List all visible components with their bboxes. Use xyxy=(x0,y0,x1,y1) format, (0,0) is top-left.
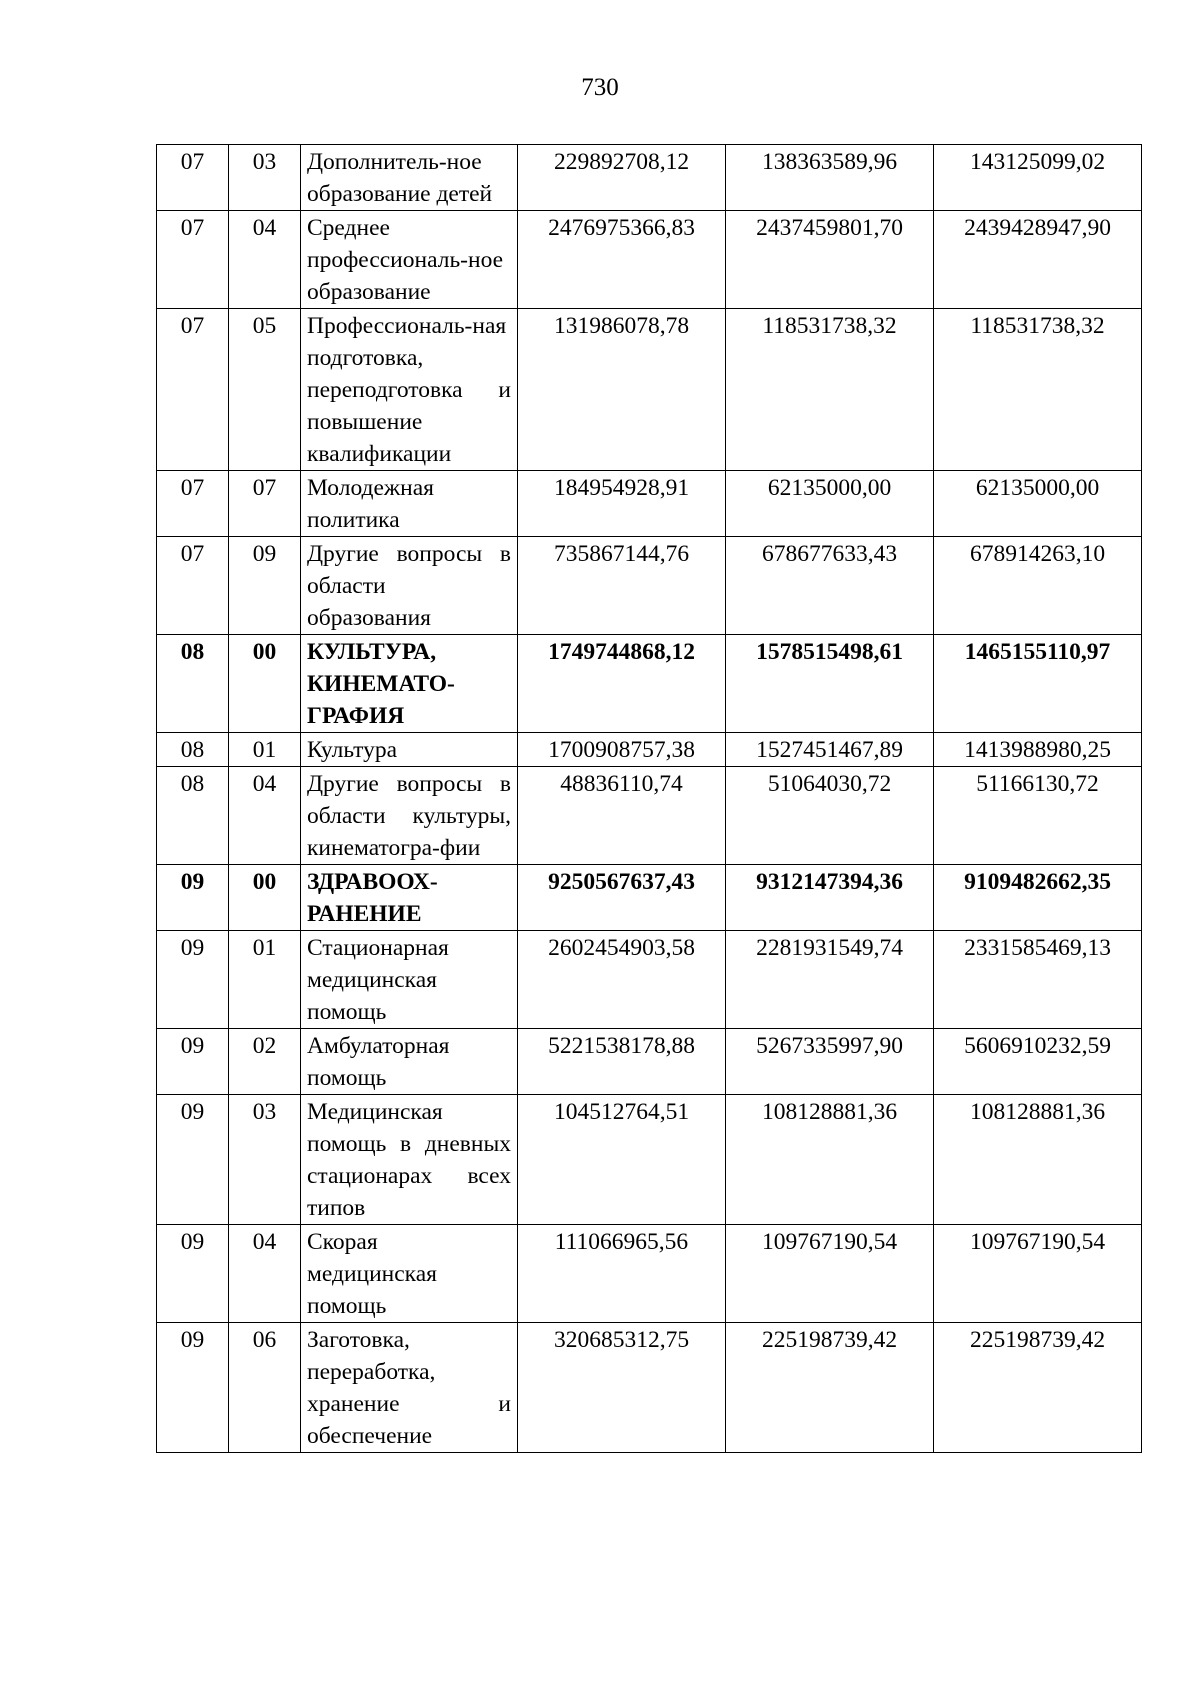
subsection-code: 03 xyxy=(229,1095,301,1225)
subsection-code: 02 xyxy=(229,1029,301,1095)
amount-2: 225198739,42 xyxy=(726,1323,934,1453)
amount-3: 678914263,10 xyxy=(934,537,1142,635)
amount-3: 2331585469,13 xyxy=(934,931,1142,1029)
subsection-code: 04 xyxy=(229,767,301,865)
subsection-code: 05 xyxy=(229,309,301,471)
item-name: Культура xyxy=(301,733,518,767)
section-code: 09 xyxy=(157,1029,229,1095)
table-row xyxy=(157,733,1142,767)
amount-2: 2437459801,70 xyxy=(726,211,934,309)
section-code: 09 xyxy=(157,931,229,1029)
subsection-code: 06 xyxy=(229,1323,301,1453)
section-code: 07 xyxy=(157,145,229,211)
item-name: Стационарная медицинская помощь xyxy=(301,931,518,1029)
amount-3: 225198739,42 xyxy=(934,1323,1142,1453)
table-row xyxy=(157,635,1142,733)
amount-1: 2602454903,58 xyxy=(518,931,726,1029)
amount-1: 735867144,76 xyxy=(518,537,726,635)
amount-2: 118531738,32 xyxy=(726,309,934,471)
table-row xyxy=(157,471,1142,537)
section-code: 07 xyxy=(157,211,229,309)
amount-2: 62135000,00 xyxy=(726,471,934,537)
subsection-code: 00 xyxy=(229,635,301,733)
subsection-code: 03 xyxy=(229,145,301,211)
table-row xyxy=(157,211,1142,309)
amount-2: 678677633,43 xyxy=(726,537,934,635)
section-code: 09 xyxy=(157,865,229,931)
amount-1: 111066965,56 xyxy=(518,1225,726,1323)
subsection-code: 04 xyxy=(229,211,301,309)
item-name: Другие вопросы в области образования xyxy=(301,537,518,635)
amount-2: 109767190,54 xyxy=(726,1225,934,1323)
section-code: 09 xyxy=(157,1225,229,1323)
table-row xyxy=(157,931,1142,1029)
amount-1: 184954928,91 xyxy=(518,471,726,537)
budget-table xyxy=(156,144,1142,1453)
amount-3: 1465155110,97 xyxy=(934,635,1142,733)
amount-2: 2281931549,74 xyxy=(726,931,934,1029)
budget-table-body xyxy=(157,145,1142,1453)
subsection-code: 01 xyxy=(229,931,301,1029)
amount-3: 1413988980,25 xyxy=(934,733,1142,767)
table-row xyxy=(157,865,1142,931)
amount-1: 2476975366,83 xyxy=(518,211,726,309)
subsection-code: 00 xyxy=(229,865,301,931)
item-name: Среднее профессиональ-ное образование xyxy=(301,211,518,309)
table-row xyxy=(157,1095,1142,1225)
item-name: Амбулаторная помощь xyxy=(301,1029,518,1095)
item-name: Заготовка, переработка, хранение и обеспечение xyxy=(301,1323,518,1453)
section-code: 09 xyxy=(157,1095,229,1225)
amount-1: 9250567637,43 xyxy=(518,865,726,931)
amount-3: 9109482662,35 xyxy=(934,865,1142,931)
subsection-code: 01 xyxy=(229,733,301,767)
amount-3: 51166130,72 xyxy=(934,767,1142,865)
item-name: ЗДРАВООХ-РАНЕНИЕ xyxy=(301,865,518,931)
amount-3: 109767190,54 xyxy=(934,1225,1142,1323)
amount-2: 51064030,72 xyxy=(726,767,934,865)
item-name: Дополнитель-ное образование детей xyxy=(301,145,518,211)
table-row xyxy=(157,1323,1142,1453)
section-code: 08 xyxy=(157,733,229,767)
amount-1: 104512764,51 xyxy=(518,1095,726,1225)
amount-1: 320685312,75 xyxy=(518,1323,726,1453)
section-code: 07 xyxy=(157,537,229,635)
item-name: Другие вопросы в области культуры, кинематогра-фии xyxy=(301,767,518,865)
amount-3: 2439428947,90 xyxy=(934,211,1142,309)
amount-1: 1700908757,38 xyxy=(518,733,726,767)
table-row xyxy=(157,767,1142,865)
amount-1: 1749744868,12 xyxy=(518,635,726,733)
table-row xyxy=(157,537,1142,635)
section-code: 08 xyxy=(157,635,229,733)
amount-3: 118531738,32 xyxy=(934,309,1142,471)
amount-2: 9312147394,36 xyxy=(726,865,934,931)
table-row xyxy=(157,309,1142,471)
item-name: Медицинская помощь в дневных стационарах всех типов xyxy=(301,1095,518,1225)
subsection-code: 09 xyxy=(229,537,301,635)
amount-1: 229892708,12 xyxy=(518,145,726,211)
amount-3: 108128881,36 xyxy=(934,1095,1142,1225)
item-name: Скорая медицинская помощь xyxy=(301,1225,518,1323)
amount-3: 143125099,02 xyxy=(934,145,1142,211)
amount-2: 1578515498,61 xyxy=(726,635,934,733)
amount-2: 138363589,96 xyxy=(726,145,934,211)
amount-3: 62135000,00 xyxy=(934,471,1142,537)
amount-3: 5606910232,59 xyxy=(934,1029,1142,1095)
item-name: Молодежная политика xyxy=(301,471,518,537)
subsection-code: 07 xyxy=(229,471,301,537)
amount-1: 5221538178,88 xyxy=(518,1029,726,1095)
section-code: 08 xyxy=(157,767,229,865)
table-row xyxy=(157,1029,1142,1095)
table-row xyxy=(157,1225,1142,1323)
page-number: 730 xyxy=(581,74,619,101)
amount-1: 48836110,74 xyxy=(518,767,726,865)
table-row xyxy=(157,145,1142,211)
amount-2: 1527451467,89 xyxy=(726,733,934,767)
section-code: 07 xyxy=(157,309,229,471)
amount-2: 108128881,36 xyxy=(726,1095,934,1225)
amount-1: 131986078,78 xyxy=(518,309,726,471)
amount-2: 5267335997,90 xyxy=(726,1029,934,1095)
item-name: КУЛЬТУРА, КИНЕМАТО-ГРАФИЯ xyxy=(301,635,518,733)
subsection-code: 04 xyxy=(229,1225,301,1323)
section-code: 09 xyxy=(157,1323,229,1453)
item-name: Профессиональ-ная подготовка, переподготовка и повышение квалификации xyxy=(301,309,518,471)
section-code: 07 xyxy=(157,471,229,537)
